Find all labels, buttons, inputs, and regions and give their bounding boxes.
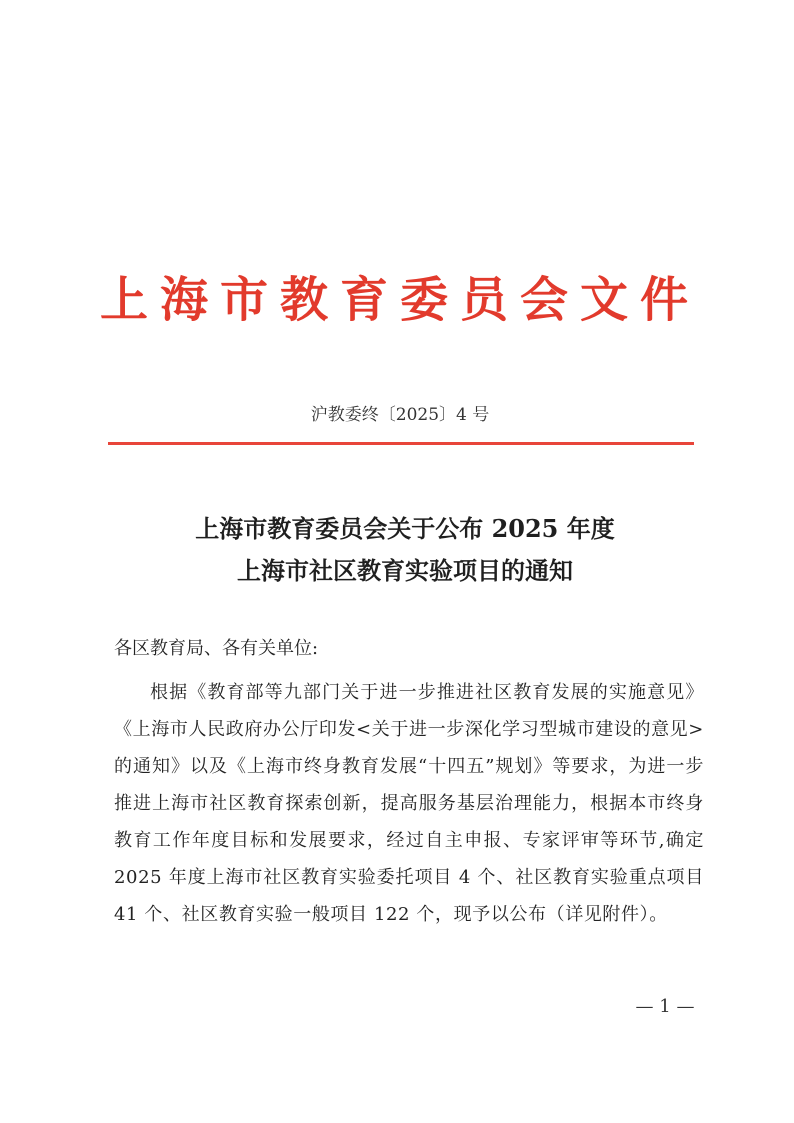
page-number: — 1 — [635, 996, 695, 1017]
salutation: 各区教育局、各有关单位: [114, 638, 319, 659]
issuing-authority-header: 上海市教育委员会文件 [100, 272, 701, 328]
title-line-2: 上海市社区教育实验项目的通知 [237, 556, 573, 585]
document-title [100, 508, 710, 592]
document-number: 沪教委终〔2025〕4 号 [310, 405, 490, 425]
body-paragraph: 根据《教育部等九部门关于进一步推进社区教育发展的实施意见》《上海市人民政府办公厅印发<关于进一步深化学习型城市建设的意见>的通知》以及《上海市终身教育发展“十四五”规划》等要求，为进一步推进上海市社区教育探索创新，提高服务基层治理能力，根据本市终身教育工作年度目标和发展要求，经过自主申报、专家评审等环节,确定 2025 年度上海市社区教育实验委托项目 4 个、社区教育实验重点项目 41 个、社区教育实验一般项目 122 个，现予以公布（详见附件）。 [114, 682, 704, 925]
red-divider-line [108, 442, 694, 445]
title-line-1: 上海市教育委员会关于公布 2025 年度 [195, 514, 615, 543]
